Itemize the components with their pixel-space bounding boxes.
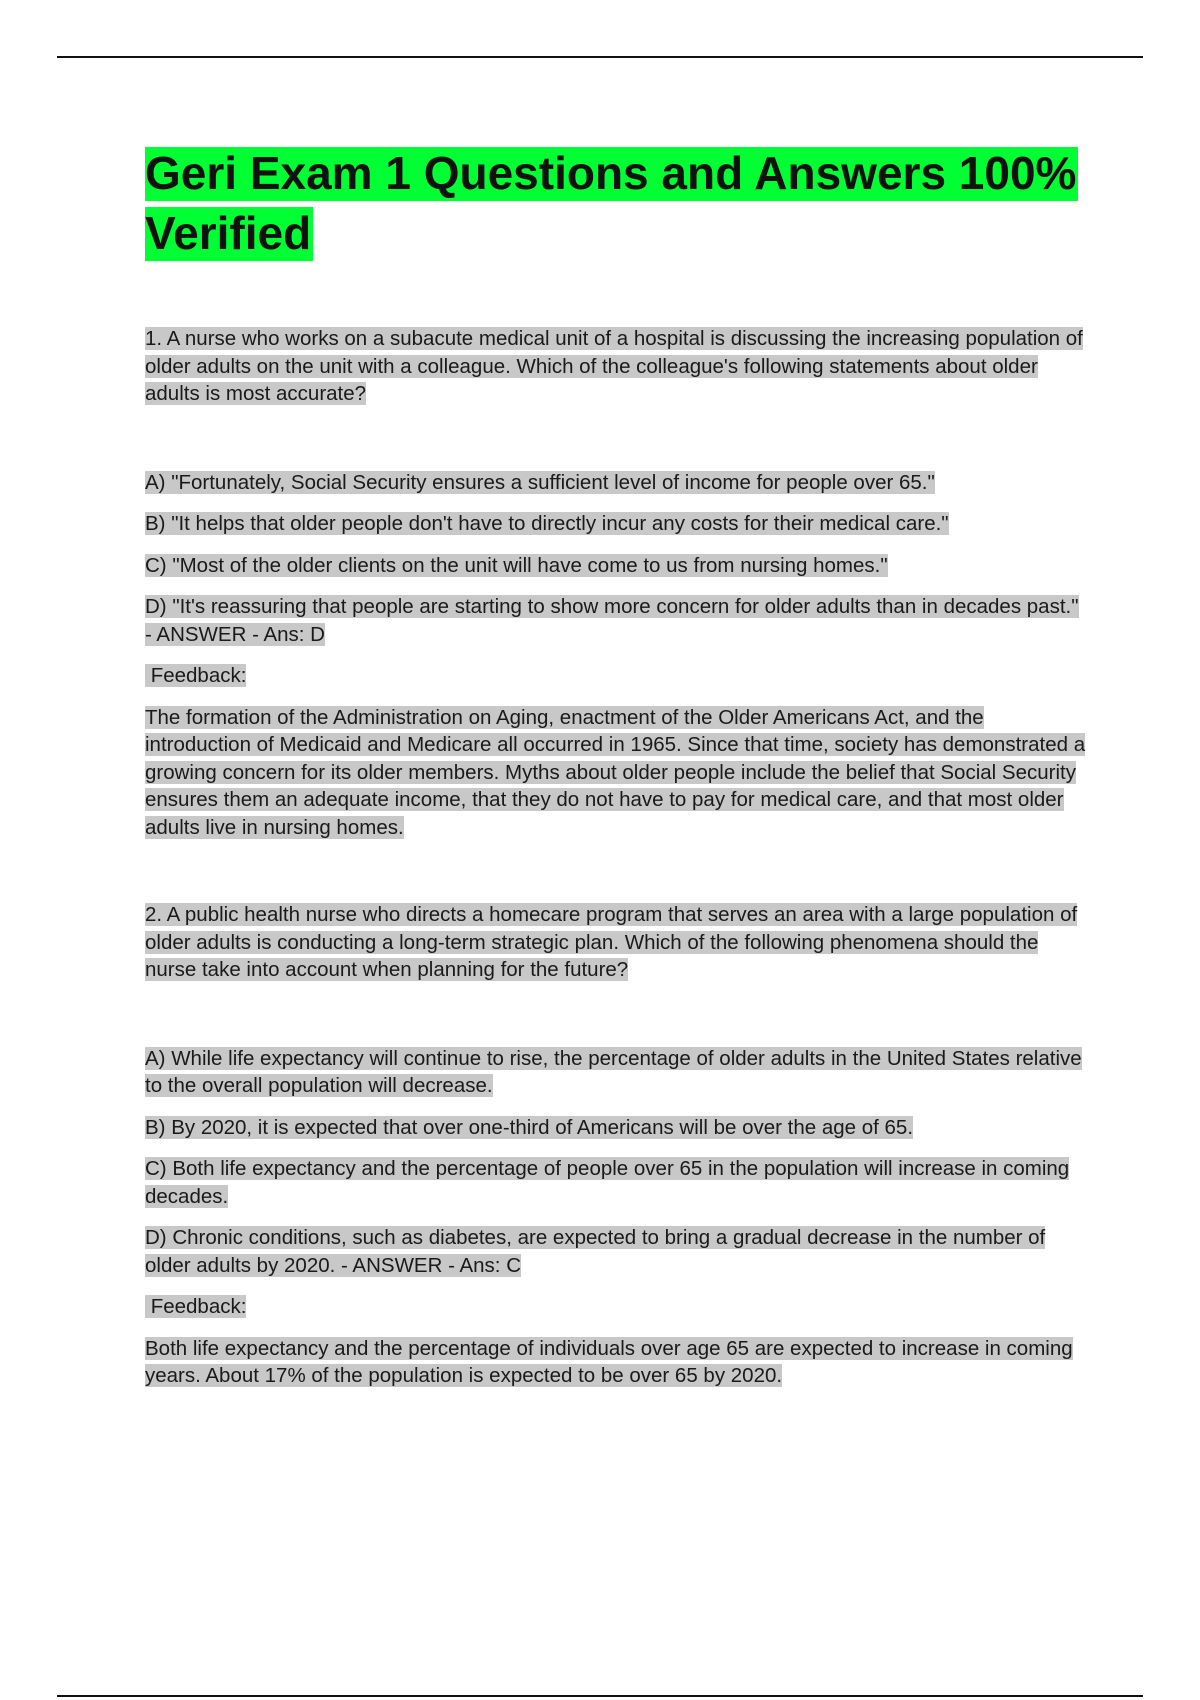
question-stem: 1. A nurse who works on a subacute medical unit of a hospital is discussing the increasing population of older adults on the unit with a colleague. Which of the colleague's following statements about older adults is most accurate? xyxy=(145,327,1083,405)
header-rule xyxy=(57,56,1143,58)
footer-rule xyxy=(57,1695,1143,1697)
option-d: D) Chronic conditions, such as diabetes, are expected to bring a gradual decrease in the number of older adults by 2020. - ANSWER - Ans: C xyxy=(145,1226,1046,1277)
document-title-text: Geri Exam 1 Questions and Answers 100% Verified xyxy=(145,147,1077,259)
option-b: B) By 2020, it is expected that over one-third of Americans will be over the age of 65. xyxy=(145,1115,914,1139)
option-c: C) "Most of the older clients on the unit will have come to us from nursing homes." xyxy=(145,553,888,577)
feedback-label: Feedback: xyxy=(145,1295,247,1318)
option-a: A) While life expectancy will continue to rise, the percentage of older adults in the United States relative to the overall population will decrease. xyxy=(145,1046,1082,1097)
question-1 xyxy=(145,325,1090,841)
option-c: C) Both life expectancy and the percentage of people over 65 in the population will increase in coming decades. xyxy=(145,1157,1070,1208)
feedback-label: Feedback: xyxy=(145,664,247,687)
question-stem: 2. A public health nurse who directs a homecare program that serves an area with a large population of older adults is conducting a long-term strategic plan. Which of the following phenomena should the nurse take into account when planning for the future? xyxy=(145,903,1078,981)
option-b: B) "It helps that older people don't have to directly incur any costs for their medical care." xyxy=(145,512,949,535)
option-a: A) "Fortunately, Social Security ensures a sufficient level of income for people over 65." xyxy=(145,470,935,494)
option-d: D) "It's reassuring that people are starting to show more concern for older adults than in decades past." - ANSWER - Ans: D xyxy=(145,595,1079,646)
feedback-text: Both life expectancy and the percentage of individuals over age 65 are expected to increase in coming years. About 17% of the population is expected to be over 65 by 2020. xyxy=(145,1336,1073,1387)
document-title xyxy=(145,143,1090,263)
feedback-text: The formation of the Administration on Aging, enactment of the Older Americans Act, and the introduction of Medicaid and Medicare all occurred in 1965. Since that time, society has demonstrated a growing concern for its older members. Myths about older people include the belief that Social Security ensures them an adequate income, that they do not have to pay for medical care, and that most older adults live in nursing homes. xyxy=(145,705,1086,839)
page-content xyxy=(145,143,1090,1390)
question-2 xyxy=(145,901,1090,1390)
